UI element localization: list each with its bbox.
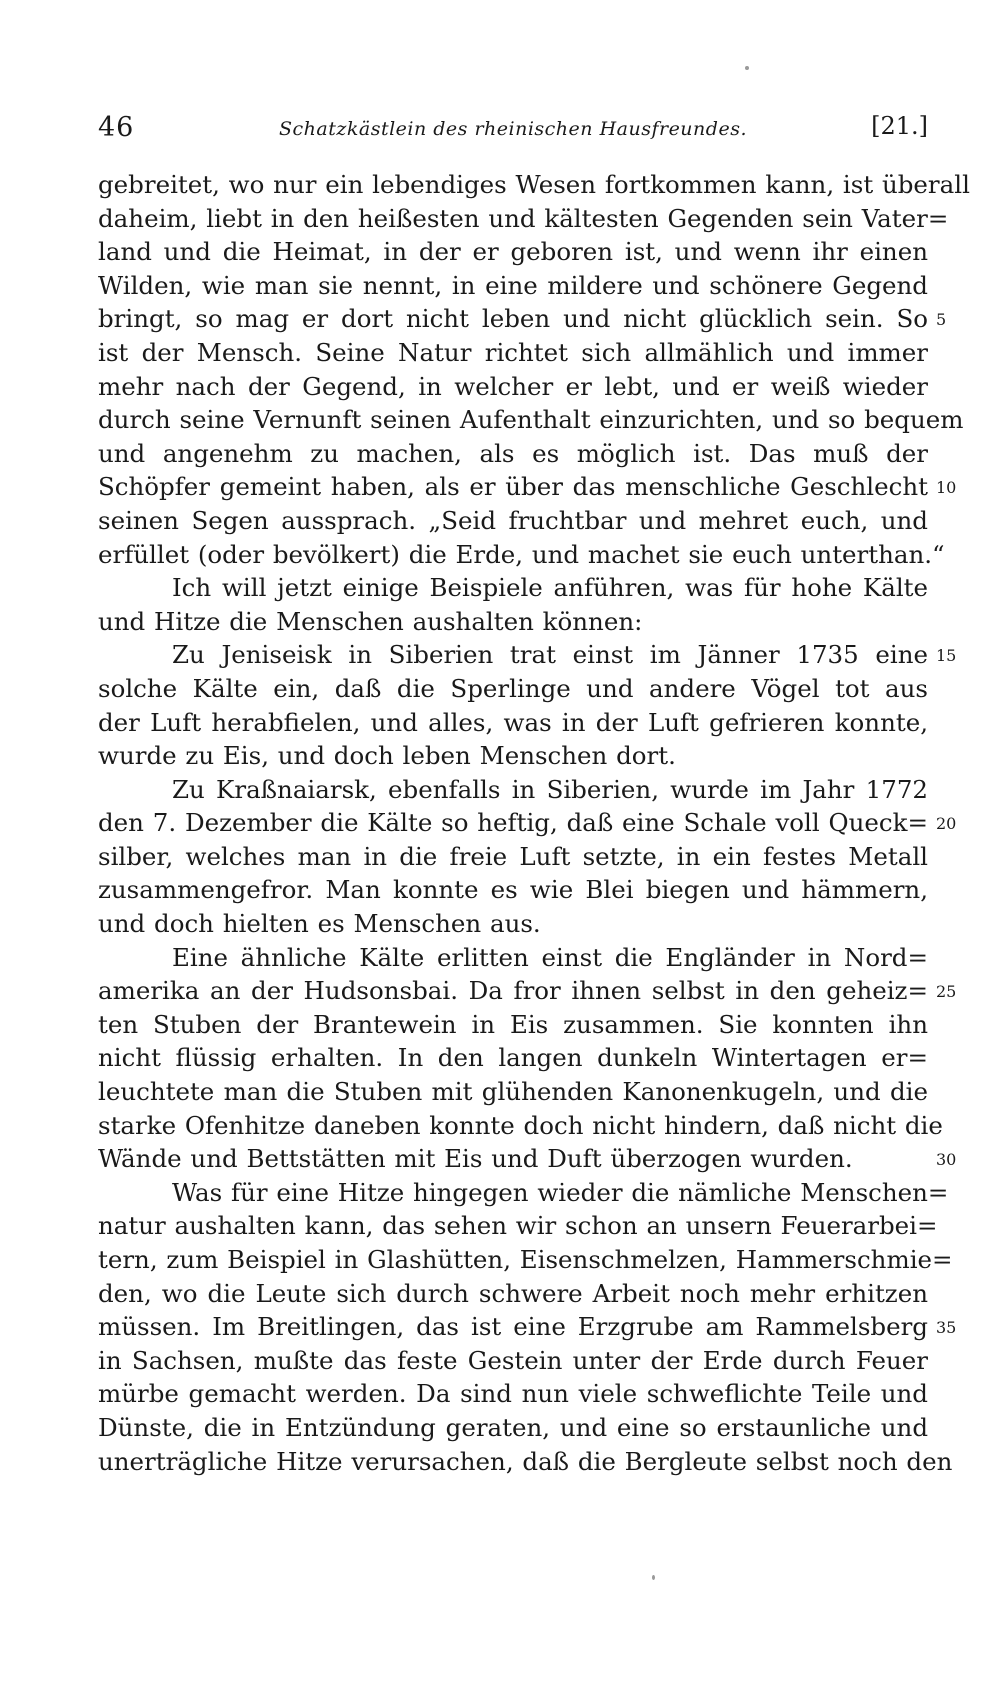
paper-speck (652, 1575, 655, 1580)
text-line (98, 269, 928, 303)
line-text: den 7. Dezember die Kälte so heftig, daß eine Schale voll Queck= (98, 808, 928, 838)
body-text (98, 168, 970, 1478)
running-title: Schatzkästlein des rheinischen Hausfreundes. (279, 118, 747, 140)
line-text: silber, welches man in die freie Luft setzte, in ein festes Metall (98, 841, 928, 871)
line-text: ten Stuben der Brantewein in Eis zusammen. Sie konnten ihn (98, 1009, 928, 1039)
line-text: tern, zum Beispiel in Glashütten, Eisenschmelzen, Hammerschmie= (98, 1245, 953, 1274)
line-number: 35 (936, 1318, 957, 1338)
text-line (98, 1445, 953, 1479)
line-number: 20 (936, 814, 957, 834)
text-line (98, 605, 928, 639)
line-text: erfüllet (oder bevölkert) die Erde, und machet sie euch unterthan.“ (98, 539, 945, 569)
text-line (98, 672, 928, 706)
text-line (98, 873, 928, 907)
text-line (98, 336, 928, 370)
line-text: Was für eine Hitze hingegen wieder die nämliche Menschen= (172, 1177, 949, 1207)
line-text: mehr nach der Gegend, in welcher er lebt, und er weiß wieder (98, 371, 928, 401)
line-text: Wilden, wie man sie nennt, in eine mildere und schönere Gegend (98, 270, 928, 300)
line-text: und Hitze die Menschen aushalten können: (98, 606, 643, 636)
text-line (98, 907, 928, 941)
line-number: 10 (936, 478, 957, 498)
text-line (98, 773, 928, 807)
text-line (98, 1075, 928, 1109)
line-text: land und die Heimat, in der er geboren ist, und wenn ihr einen (98, 237, 928, 267)
text-line (98, 302, 947, 336)
text-line (98, 370, 928, 404)
line-text: solche Kälte ein, daß die Sperlinge und andere Vögel tot aus (98, 673, 928, 703)
line-text: Zu Kraßnaiarsk, ebenfalls in Siberien, wurde im Jahr 1772 (172, 774, 928, 804)
line-text: den, wo die Leute sich durch schwere Arbeit noch mehr erhitzen (98, 1278, 928, 1308)
line-text: leuchtete man die Stuben mit glühenden Kanonenkugeln, und die (98, 1077, 928, 1107)
line-text: bringt, so mag er dort nicht leben und nicht glücklich sein. So (98, 304, 928, 334)
line-text: gebreitet, wo nur ein lebendiges Wesen fortkommen kann, ist überall (98, 170, 970, 199)
line-text: der Luft herabfielen, und alles, was in der Luft gefrieren konnte, (98, 707, 928, 737)
text-line (98, 437, 928, 471)
line-text: müssen. Im Breitlingen, das ist eine Erzgrube am Rammelsberg (98, 1312, 928, 1342)
line-text: Schöpfer gemeint haben, als er über das menschliche Geschlecht (98, 472, 928, 502)
text-line (98, 739, 928, 773)
line-text: seinen Segen aussprach. „Seid fruchtbar und mehret euch, und (98, 505, 928, 535)
text-line (98, 168, 970, 202)
text-line (98, 1377, 928, 1411)
line-text: zusammengefror. Man konnte es wie Blei biegen und hämmern, (98, 875, 928, 905)
line-text: Dünste, die in Entzündung geraten, und eine so erstaunliche und (98, 1412, 928, 1442)
line-text: durch seine Vernunft seinen Aufenthalt einzurichten, und so bequem (98, 405, 964, 435)
line-text: und doch hielten es Menschen aus. (98, 909, 541, 939)
text-line (98, 1142, 957, 1176)
line-text: amerika an der Hudsonsbai. Da fror ihnen selbst in den geheiz= (98, 976, 928, 1006)
line-text: natur aushalten kann, das sehen wir schon an unsern Feuerarbei= (98, 1211, 938, 1241)
text-line (98, 974, 957, 1008)
line-text: wurde zu Eis, und doch leben Menschen dort. (98, 741, 676, 771)
text-line (98, 706, 928, 740)
text-line (98, 504, 928, 538)
text-line (98, 638, 957, 672)
line-text: Zu Jeniseisk in Siberien trat einst im Jänner 1735 eine (172, 640, 928, 670)
text-line (98, 1109, 943, 1143)
line-text: Wände und Bettstätten mit Eis und Duft überzogen wurden. (98, 1144, 853, 1174)
page-header (98, 112, 928, 152)
text-line (98, 403, 964, 437)
text-line (98, 1411, 928, 1445)
text-line (98, 806, 957, 840)
text-line (98, 1277, 928, 1311)
line-number: 25 (936, 982, 957, 1002)
line-text: mürbe gemacht werden. Da sind nun viele schweflichte Teile und (98, 1379, 928, 1409)
text-line (98, 202, 949, 236)
text-line (98, 571, 928, 605)
line-text: in Sachsen, mußte das feste Gestein unter der Erde durch Feuer (98, 1345, 928, 1375)
text-line (98, 1243, 953, 1277)
text-line (98, 941, 928, 975)
text-line (98, 1344, 928, 1378)
text-line (98, 470, 957, 504)
line-number: 30 (936, 1150, 957, 1170)
line-number: 5 (936, 310, 947, 330)
text-line (98, 1008, 928, 1042)
text-line (98, 538, 945, 572)
line-text: Ich will jetzt einige Beispiele anführen, was für hohe Kälte (172, 573, 928, 603)
text-line (98, 1310, 957, 1344)
line-text: daheim, liebt in den heißesten und kältesten Gegenden sein Vater= (98, 203, 949, 233)
line-text: nicht flüssig erhalten. In den langen dunkeln Wintertagen er= (98, 1043, 928, 1073)
line-text: unerträgliche Hitze verursachen, daß die Bergleute selbst noch den (98, 1446, 953, 1476)
text-line (98, 235, 928, 269)
page-number: 46 (98, 112, 135, 143)
paper-speck (745, 66, 749, 70)
section-mark: [21.] (871, 112, 928, 140)
line-text: Eine ähnliche Kälte erlitten einst die Engländer in Nord= (172, 942, 928, 972)
line-text: starke Ofenhitze daneben konnte doch nicht hindern, daß nicht die (98, 1110, 943, 1140)
line-text: ist der Mensch. Seine Natur richtet sich allmählich und immer (98, 337, 928, 367)
text-line (98, 1041, 928, 1075)
text-line (98, 1209, 938, 1243)
text-line (98, 840, 928, 874)
text-line (98, 1176, 949, 1210)
line-number: 15 (936, 646, 957, 666)
line-text: und angenehm zu machen, als es möglich ist. Das muß der (98, 438, 928, 468)
